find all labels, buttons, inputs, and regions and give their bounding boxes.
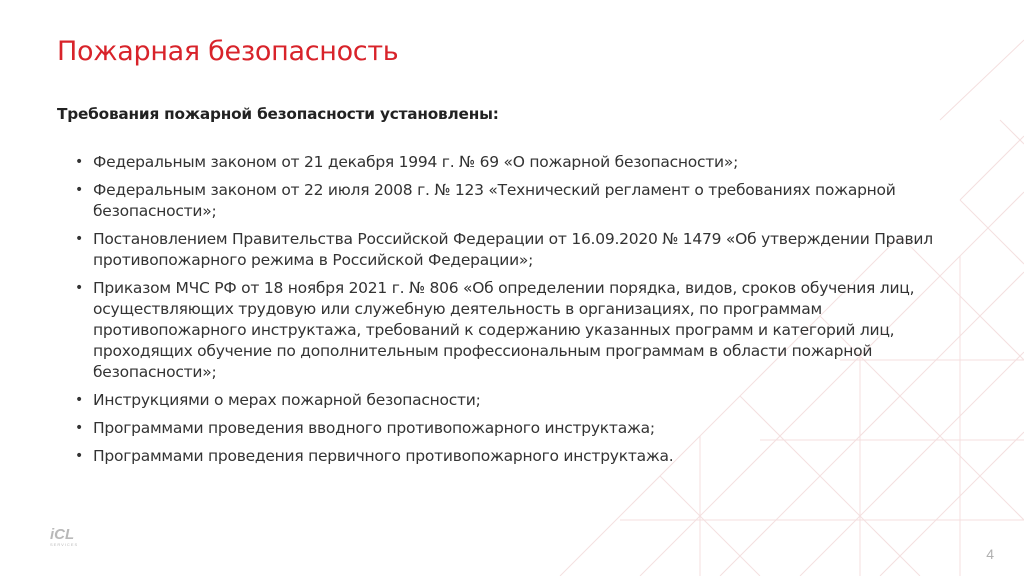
bullet-icon: •	[75, 231, 84, 247]
slide-subtitle: Требования пожарной безопасности установлены:	[57, 105, 499, 123]
list-item-text: Постановлением Правительства Российской Федерации от 16.09.2020 № 1479 «Об утверждении Правил противопожарного режима в Российской Федерации»;	[93, 230, 933, 269]
list-item-text: Приказом МЧС РФ от 18 ноября 2021 г. № 806 «Об определении порядка, видов, сроков обучения лиц, осуществляющих трудовую или служебную деятельность в организациях, по программам противопожарного инструктажа, требований к содержанию указанных программ и категорий лиц, проходящих обучение по дополнительным профессиональным программам в области пожарной безопасности»;	[93, 279, 915, 381]
bullet-icon: •	[75, 154, 84, 170]
list-item-text: Федеральным законом от 21 декабря 1994 г. № 69 «О пожарной безопасности»;	[93, 153, 739, 171]
list-item	[75, 180, 945, 222]
icl-services-logo	[50, 528, 78, 548]
requirements-list	[75, 152, 945, 474]
bullet-icon: •	[75, 280, 84, 296]
list-item-text: Программами проведения вводного противопожарного инструктажа;	[93, 419, 655, 437]
list-item	[75, 229, 945, 271]
list-item-text: Инструкциями о мерах пожарной безопасности;	[93, 391, 481, 409]
bullet-icon: •	[75, 182, 84, 198]
slide-title: Пожарная безопасность	[57, 36, 399, 67]
list-item-text: Программами проведения первичного противопожарного инструктажа.	[93, 447, 674, 465]
bullet-icon: •	[75, 420, 84, 436]
bullet-icon: •	[75, 392, 84, 408]
bullet-icon: •	[75, 448, 84, 464]
list-item	[75, 152, 945, 173]
list-item	[75, 446, 945, 467]
list-item	[75, 390, 945, 411]
list-item	[75, 278, 945, 383]
page-number: 4	[986, 546, 994, 562]
list-item	[75, 418, 945, 439]
list-item-text: Федеральным законом от 22 июля 2008 г. № 123 «Технический регламент о требованиях пожарной безопасности»;	[93, 181, 896, 220]
logo-text: iCL	[50, 526, 75, 543]
logo-subtext: SERVICES	[50, 542, 79, 547]
